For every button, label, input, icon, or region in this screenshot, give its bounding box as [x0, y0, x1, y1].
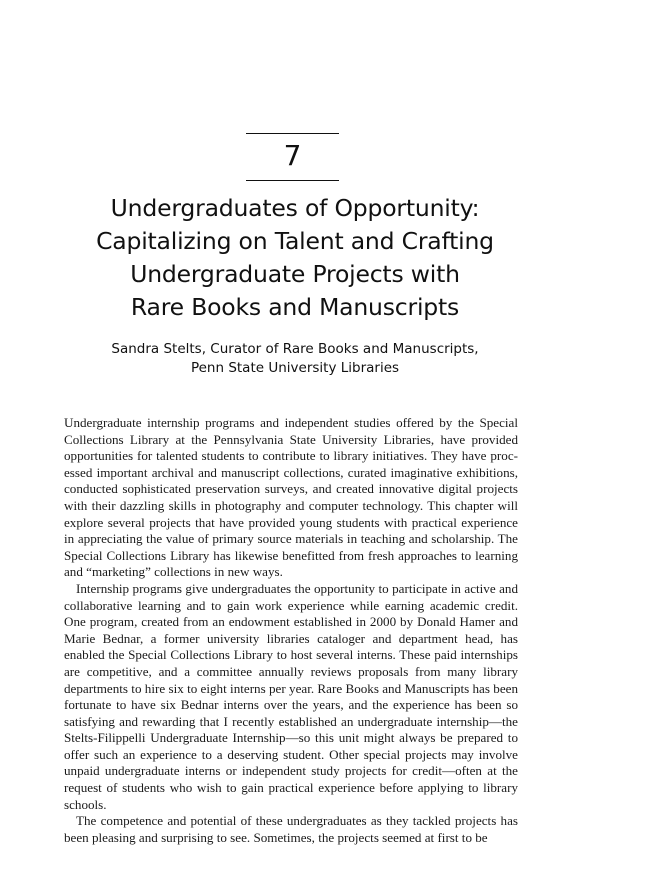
chapter-title-line: Undergraduate Projects with [130, 260, 460, 288]
body-paragraph: Internship programs give undergraduates the opportunity to participate in active and collaborative learning and to gain work experience while earning academic credit. One program, created from an endowment established in 2000 by Donald Hamer and Marie Bednar, a former university libraries cataloger and department head, has enabled the Special Collections Library to host several interns. These paid internships are competitive, and a committee annually reviews proposals from many library departments to hire six to eight interns per year. Rare Books and Manuscripts has been fortunate to have six Bednar interns over the years, and the experience has been so satisfying and rewarding that I recently established an undergraduate internship—the Stelts-Filippelli Undergraduate Internship—so this unit might always be prepared to offer such an experience to a deserving student. Other special projects may involve unpaid undergraduate interns or independent study projects for credit—often at the request of students who wish to gain practical experience before applying to library schools. [64, 580, 518, 812]
chapter-title-line: Rare Books and Manuscripts [130, 293, 460, 321]
author-affiliation-line: Penn State University Libraries [190, 360, 400, 376]
chapter-title-line: Undergraduates of Opportunity: [110, 194, 480, 222]
chapter-number-top-rule [246, 133, 339, 134]
chapter-title [60, 192, 530, 324]
author-name-line: Sandra Stelts, Curator of Rare Books and Manuscripts, [111, 341, 479, 357]
chapter-number-bottom-rule [246, 180, 339, 181]
body-paragraph: The competence and potential of these undergraduates as they tackled projects has been pleasing and surprising to see. Sometimes, the projects seemed at first to be [64, 813, 518, 845]
chapter-body [64, 415, 518, 846]
chapter-title-line: Capitalizing on Talent and Crafting [96, 227, 494, 255]
chapter-number: 7 [283, 139, 302, 172]
body-paragraph: Undergraduate internship programs and independent studies offered by the Special Collections Library at the Pennsylvania State University Libraries, have provided opportunities for talented students to contribute to library initiatives. They have processed important archival and manuscript collections, curated imaginative exhibitions, conducted sophisticated preservation surveys, and created innovative digital projects with their dazzling skills in photography and computer technology. This chapter will explore several projects that have provided young students with practical experience in appreciating the value of primary source materials in teaching and scholarship. The Special Collections Library has likewise benefitted from fresh approaches to learning and “marketing” collections in new ways. [64, 415, 518, 580]
author-byline [60, 340, 530, 378]
